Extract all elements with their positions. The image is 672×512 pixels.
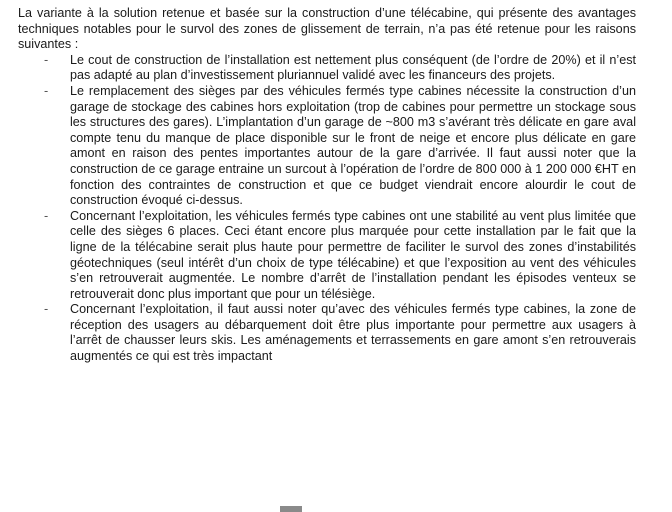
- reason-text: Concernant l’exploitation, il faut aussi noter qu’avec des véhicules fermés type cabines, la zone de réception des usagers au débarquement doit être plus importante pour permettre aux usagers à l’arrêt de chausser leurs skis. Les aménagements et terrassements en gare amont s’en retrouverais augmentés ce qui est très impactant: [70, 302, 636, 364]
- reason-item-cost: [18, 53, 636, 84]
- intro-paragraph: La variante à la solution retenue et basée sur la construction d’une télécabine, qui présente des avantages techniques notables pour le survol des zones de glissement de terrain, n’a pas été retenue pour les raisons suivantes :: [18, 6, 636, 52]
- reason-text: Le cout de construction de l’installation est nettement plus conséquent (de l’ordre de 20%) et il n’est pas adapté au plan d’investissement pluriannuel validé avec les financeurs des projets.: [70, 52, 636, 83]
- bullet-dash-icon: -: [44, 52, 49, 67]
- bullet-dash-icon: -: [44, 302, 49, 317]
- reason-item-arrival-zone: [18, 302, 636, 364]
- reason-text: Concernant l’exploitation, les véhicules fermés type cabines ont une stabilité au vent plus limitée que celle des sièges 6 places. Ceci étant encore plus marquée pour cette installation par le fait que la ligne de la télécabine serait plus haute pour permettre de faciliter le survol des zones d’instabilités géotechniques (seul intérêt d’un choix de type télécabine) et que l’exposition au vent des véhicules s’en retrouverait augmentée. Le nombre d’arrêt de l’installation pendant les épisodes venteux se retrouverait donc plus important que pour un télésiège.: [70, 208, 636, 301]
- reasons-list: [18, 53, 636, 365]
- reason-item-wind: [18, 209, 636, 303]
- reason-text: Le remplacement des sièges par des véhicules fermés type cabines nécessite la construction d’un garage de stockage des cabines hors exploitation (trop de cabines pour permettre un stockage sous les structures des gares). L’implantation d’un garage de ~800 m3 s’avérant très délicate en gare aval compte tenu du manque de place disponible sur le front de neige et encore plus délicate en gare amont en raison des pentes importantes autour de la gare d’arrivée. Il faut aussi noter que la construction de ce garage entraine un surcout à l’opération de l’ordre de 800 000 à 1 200 000 €HT en fonction des contraintes de construction et que ce budget viendrait encore alourdir le cout de construction évoqué ci-dessus.: [70, 83, 636, 208]
- bullet-dash-icon: -: [44, 208, 49, 223]
- reason-item-garage: [18, 84, 636, 209]
- bullet-dash-icon: -: [44, 83, 49, 98]
- scan-artifact: [280, 506, 302, 512]
- document-body: [18, 6, 636, 365]
